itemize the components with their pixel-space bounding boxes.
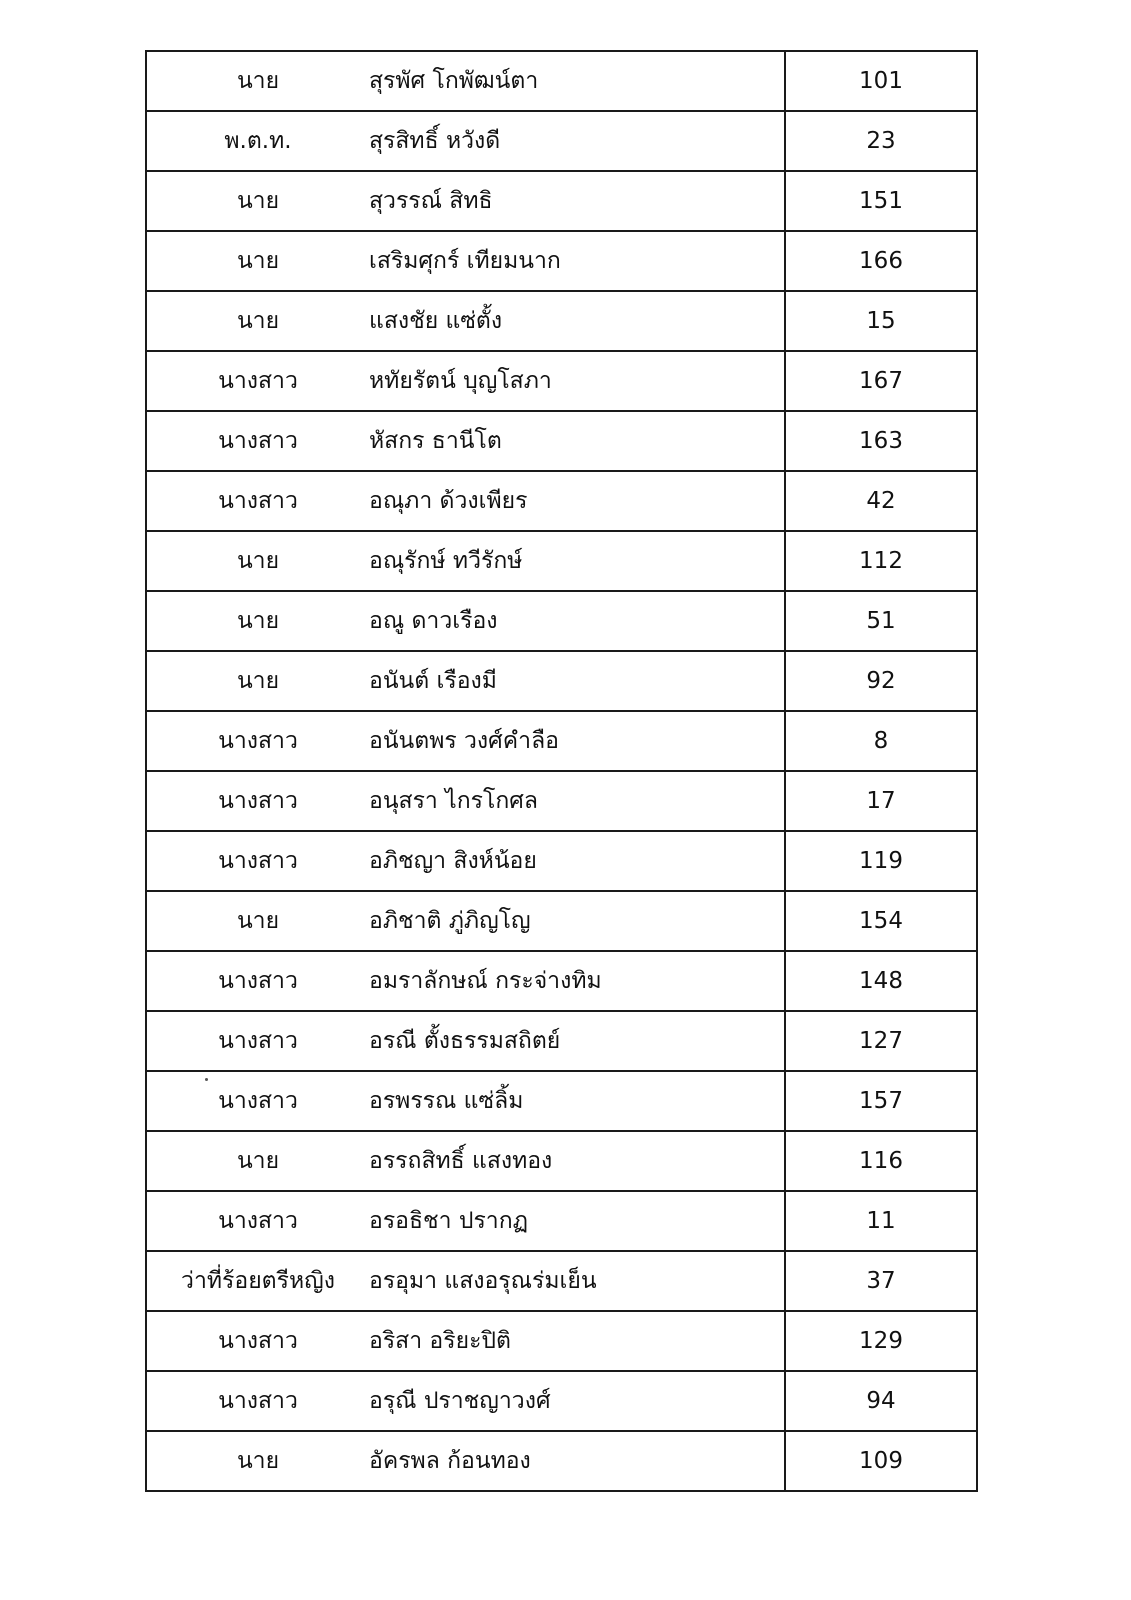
table-row (146, 471, 977, 531)
title-cell: พ.ต.ท. (146, 111, 369, 171)
full-name-cell: อรรถสิทธิ์ แสงทอง (369, 1131, 785, 1191)
number-cell: 167 (785, 351, 977, 411)
title-cell: นางสาว (146, 1191, 369, 1251)
number-cell: 51 (785, 591, 977, 651)
title-cell: นางสาว (146, 831, 369, 891)
title-cell: นางสาว (146, 951, 369, 1011)
full-name-cell: อภิชญา สิงห์น้อย (369, 831, 785, 891)
number-cell: 157 (785, 1071, 977, 1131)
number-cell: 17 (785, 771, 977, 831)
full-name-cell: หทัยรัตน์ บุญโสภา (369, 351, 785, 411)
full-name-cell: อรอธิชา ปรากฏ (369, 1191, 785, 1251)
full-name-cell: แสงชัย แซ่ตั้ง (369, 291, 785, 351)
full-name-cell: เสริมศุกร์ เทียมนาก (369, 231, 785, 291)
number-cell: 166 (785, 231, 977, 291)
number-cell: 154 (785, 891, 977, 951)
title-cell: นาย (146, 231, 369, 291)
title-cell: นางสาว (146, 1371, 369, 1431)
title-cell: ว่าที่ร้อยตรีหญิง (146, 1251, 369, 1311)
full-name-cell: อณุรักษ์ ทวีรักษ์ (369, 531, 785, 591)
full-name-cell: อนุสรา ไกรโกศล (369, 771, 785, 831)
table-row (146, 291, 977, 351)
title-cell: นางสาว (146, 351, 369, 411)
table-row (146, 591, 977, 651)
number-cell: 42 (785, 471, 977, 531)
table-row (146, 351, 977, 411)
table-row (146, 111, 977, 171)
full-name-cell: อภิชาติ ภู่ภิญโญ (369, 891, 785, 951)
full-name-cell: อนันต์ เรืองมี (369, 651, 785, 711)
table-row (146, 1011, 977, 1071)
number-cell: 163 (785, 411, 977, 471)
full-name-cell: อัครพล ก้อนทอง (369, 1431, 785, 1491)
title-cell: นาย (146, 651, 369, 711)
table-row (146, 1131, 977, 1191)
title-cell: นางสาว (146, 1071, 369, 1131)
title-cell: นาย (146, 291, 369, 351)
full-name-cell: อรอุมา แสงอรุณร่มเย็น (369, 1251, 785, 1311)
table-row (146, 231, 977, 291)
title-cell: นาย (146, 171, 369, 231)
name-list-table (145, 50, 978, 1492)
table-row (146, 711, 977, 771)
full-name-cell: อริสา อริยะปิติ (369, 1311, 785, 1371)
full-name-cell: อรุณี ปราชญาวงศ์ (369, 1371, 785, 1431)
table-row (146, 1191, 977, 1251)
title-cell: นางสาว (146, 711, 369, 771)
title-cell: นาย (146, 1131, 369, 1191)
table-row (146, 1371, 977, 1431)
table-row (146, 831, 977, 891)
number-cell: 94 (785, 1371, 977, 1431)
table-row (146, 891, 977, 951)
table-row (146, 771, 977, 831)
table-row (146, 411, 977, 471)
number-cell: 112 (785, 531, 977, 591)
full-name-cell: อรพรรณ แซ่ลิ้ม (369, 1071, 785, 1131)
title-cell: นาย (146, 1431, 369, 1491)
table-row (146, 1431, 977, 1491)
number-cell: 101 (785, 51, 977, 111)
table-row (146, 1251, 977, 1311)
number-cell: 15 (785, 291, 977, 351)
number-cell: 148 (785, 951, 977, 1011)
title-cell: นาย (146, 591, 369, 651)
table-row (146, 651, 977, 711)
table-row (146, 1071, 977, 1131)
table-row (146, 171, 977, 231)
number-cell: 11 (785, 1191, 977, 1251)
number-cell: 129 (785, 1311, 977, 1371)
full-name-cell: อนันตพร วงศ์คำลือ (369, 711, 785, 771)
title-cell: นางสาว (146, 1011, 369, 1071)
full-name-cell: สุรพัศ โกพัฒน์ตา (369, 51, 785, 111)
table-row (146, 1311, 977, 1371)
title-cell: นางสาว (146, 1311, 369, 1371)
table-row (146, 531, 977, 591)
full-name-cell: อณุภา ด้วงเพียร (369, 471, 785, 531)
full-name-cell: อรณี ตั้งธรรมสถิตย์ (369, 1011, 785, 1071)
scan-speck (205, 1078, 208, 1081)
number-cell: 37 (785, 1251, 977, 1311)
full-name-cell: อมราลักษณ์ กระจ่างทิม (369, 951, 785, 1011)
title-cell: นาย (146, 51, 369, 111)
number-cell: 23 (785, 111, 977, 171)
title-cell: นางสาว (146, 771, 369, 831)
title-cell: นางสาว (146, 411, 369, 471)
title-cell: นาย (146, 891, 369, 951)
full-name-cell: สุวรรณ์ สิทธิ (369, 171, 785, 231)
full-name-cell: สุรสิทธิ์ หวังดี (369, 111, 785, 171)
number-cell: 116 (785, 1131, 977, 1191)
number-cell: 109 (785, 1431, 977, 1491)
title-cell: นางสาว (146, 471, 369, 531)
number-cell: 127 (785, 1011, 977, 1071)
number-cell: 119 (785, 831, 977, 891)
title-cell: นาย (146, 531, 369, 591)
name-list-body (146, 51, 977, 1491)
table-row (146, 951, 977, 1011)
full-name-cell: อณู ดาวเรือง (369, 591, 785, 651)
table-row (146, 51, 977, 111)
number-cell: 151 (785, 171, 977, 231)
number-cell: 8 (785, 711, 977, 771)
number-cell: 92 (785, 651, 977, 711)
full-name-cell: หัสกร ธานีโต (369, 411, 785, 471)
